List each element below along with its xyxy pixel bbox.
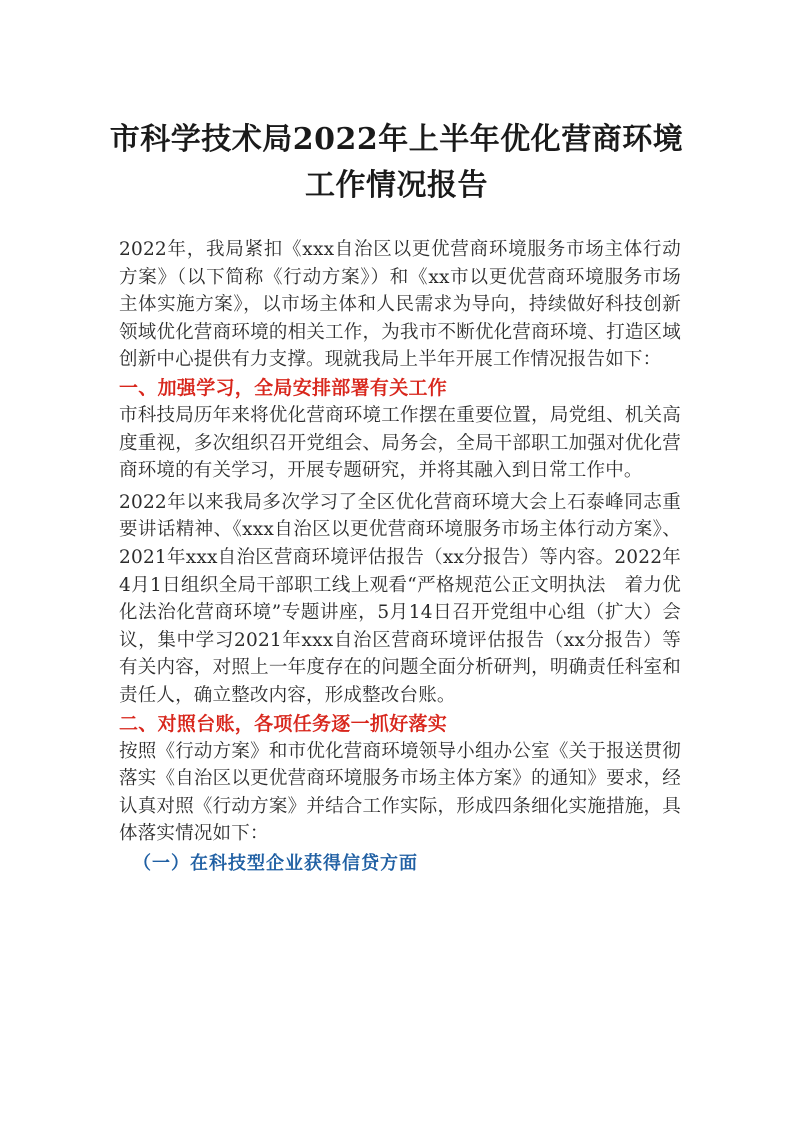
document-title-line1: 市科学技术局2022年上半年优化营商环境 [109, 122, 684, 157]
subsection1-heading: （一）在科技型企业获得信贷方面 [133, 852, 418, 874]
section2-heading: 二、对照台账，各项任务逐一抓好落实 [119, 712, 448, 735]
section1-paragraph1: 市科技局历年来将优化营商环境工作摆在重要位置，局党组、机关高度重视，多次组织召开党组会、局务会，全局干部职工加强对优化营商环境的有关学习，开展专题研究，并将其融入到日常工作中。 [119, 404, 681, 482]
section2-paragraph1: 按照《行动方案》和市优化营商环境领导小组办公室《关于报送贯彻落实《自治区以更优营商环境服务市场主体方案》的通知》要求，经认真对照《行动方案》并结合工作实际，形成四条细化实施措施，具体落实情况如下： [119, 740, 681, 845]
section1-heading: 一、加强学习，全局安排部署有关工作 [119, 376, 448, 399]
intro-paragraph: 2022年，我局紧扣《xxx自治区以更优营商环境服务市场主体行动方案》（以下简称《行动方案》）和《xx市以更优营商环境服务市场主体实施方案》，以市场主体和人民需求为导向，持续做好科技创新领域优化营商环境的相关工作，为我市不断优化营商环境、打造区域创新中心提供有力支撑。现就我局上半年开展工作情况报告如下： [119, 239, 681, 371]
document-title-line2: 工作情况报告 [305, 168, 488, 203]
section1-paragraph2: 2022年以来我局多次学习了全区优化营商环境大会上石泰峰同志重要讲话精神、《xxx自治区以更优营商环境服务市场主体行动方案》、2021年xxx自治区营商环境评估报告（xx分报告）等内容。2022年4月1日组织全局干部职工线上观看“严格规范公正文明执法 着力优化法治化营商环境”专题讲座，5月14日召开党组中心组（扩大）会议，集中学习2021年xxx自治区营商环境评估报告（xx分报告）等有关内容，对照上一年度存在的问题全面分析研判，明确责任科室和责任人，确立整改内容，形成整改台账。 [119, 491, 681, 706]
document-body [119, 236, 681, 878]
